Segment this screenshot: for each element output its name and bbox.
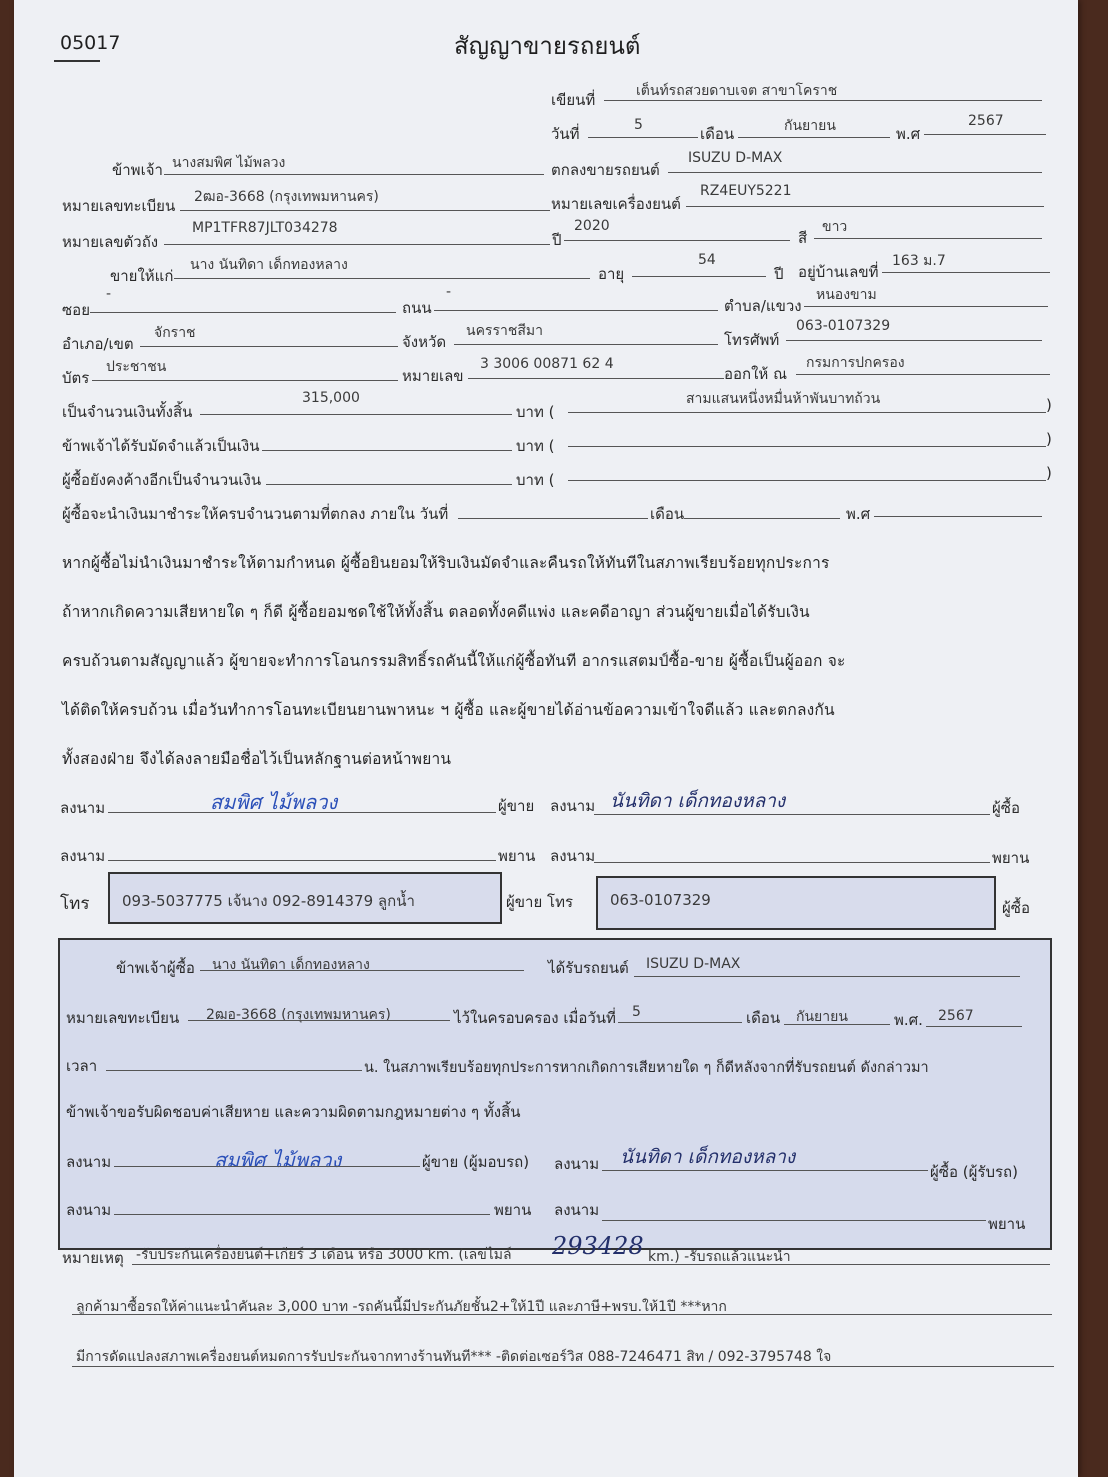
seller-role: ผู้ขาย — [498, 797, 535, 815]
seller-tel-label: โทร — [60, 894, 90, 914]
remark-line-1b: km.) -รับรถแล้วแนะนำ — [648, 1249, 791, 1265]
deposit-close-paren: ) — [1046, 430, 1052, 448]
remain-baht-label: บาท ( — [516, 471, 555, 489]
remain-close-paren: ) — [1046, 464, 1052, 482]
chassis-line — [164, 244, 550, 245]
phone-label: โทรศัพท์ — [724, 331, 780, 349]
witness2-sign-line — [594, 862, 990, 863]
age-line — [632, 276, 766, 277]
receipt-possess-label: ไว้ในครอบครอง เมื่อวันที่ — [454, 1009, 616, 1027]
date-day-label: วันที่ — [551, 125, 580, 143]
phone-value: 063-0107329 — [796, 318, 891, 334]
total-close-paren: ) — [1046, 396, 1052, 414]
remark-line-2-underline — [72, 1314, 1052, 1315]
seller-sign-line — [108, 812, 496, 813]
issued-line — [796, 374, 1050, 375]
buyer-sign-label: ลงนาม — [550, 797, 596, 815]
remark-line-2: ลูกค้ามาซื้อรถให้ค่าแนะนำคันละ 3,000 บาท -รถคันนี้มีประกันภัยชั้น2+ให้1ปี และภาษี+พรบ.ให้1ปี ***หาก — [76, 1299, 727, 1315]
subdistrict-line — [804, 306, 1048, 307]
pay-month-line — [684, 518, 840, 519]
pay-year-label: พ.ศ — [846, 505, 871, 523]
color-label: สี — [798, 229, 808, 247]
remark-label: หมายเหตุ — [62, 1249, 124, 1267]
receipt-buyer-label: ข้าพเจ้าผู้ซื้อ — [116, 959, 195, 977]
remark-line-1-underline — [132, 1264, 1050, 1265]
date-month-value: กันยายน — [784, 118, 836, 134]
receipt-month-label: เดือน — [746, 1009, 781, 1027]
seller-tel-value: 093-5037775 เจ้นาง 092-8914379 ลูกน้ำ — [122, 892, 415, 910]
age-label: อายุ — [598, 265, 625, 283]
receipt-seller-signature: สมพิศ ไม้พลวง — [214, 1148, 342, 1172]
total-label: เป็นจำนวนเงินทั้งสิ้น — [62, 403, 193, 421]
buyer-signature: นันทิดา เด็กทองหลาง — [610, 790, 786, 812]
page-title: สัญญาขายรถยนต์ — [454, 32, 641, 60]
receipt-car-model: ISUZU D-MAX — [646, 956, 741, 972]
pay-month-label: เดือน — [650, 505, 685, 523]
issued-value: กรมการปกครอง — [806, 355, 905, 371]
seller-signature: สมพิศ ไม้พลวง — [210, 790, 338, 814]
receipt-buyer-name: นาง นันทิดา เด็กทองหลาง — [212, 957, 370, 973]
receipt-witness1-sign-label: ลงนาม — [66, 1201, 112, 1219]
province-line — [454, 344, 718, 345]
receipt-month-line — [784, 1024, 890, 1025]
card-no-value: 3 3006 00871 62 4 — [480, 356, 614, 372]
house-label: อยู่บ้านเลขที่ — [798, 263, 879, 281]
deposit-label: ข้าพเจ้าได้รับมัดจำแล้วเป็นเงิน — [62, 437, 260, 455]
remark-line-3-underline — [72, 1366, 1054, 1367]
deposit-baht-label: บาท ( — [516, 437, 555, 455]
pay-day-line — [458, 518, 648, 519]
soi-line — [90, 312, 396, 313]
chassis-label: หมายเลขตัวถัง — [62, 233, 159, 251]
written-at-label: เขียนที่ — [551, 91, 596, 109]
receipt-witness1-line — [114, 1214, 490, 1215]
remark-line-3: มีการดัดแปลงสภาพเครื่องยนต์หมดการรับประกันจากทางร้านทันที*** -ติดต่อเซอร์วิส 088-7246471 สิท / 092-3795748 ใจ — [76, 1349, 832, 1365]
soi-value: - — [106, 286, 112, 302]
engine-value: RZ4EUY5221 — [700, 183, 792, 199]
receipt-witness1-role: พยาน — [494, 1201, 532, 1219]
year-label: ปี — [552, 231, 562, 249]
year-value: 2020 — [574, 218, 610, 234]
remark-line-1a: -รับประกันเครื่องยนต์+เกียร์ 3 เดือน หรือ 3000 km. (เลขไมล์ — [136, 1247, 512, 1263]
deposit-words-line — [568, 446, 1046, 447]
receipt-buyer-sign-line — [602, 1170, 928, 1171]
district-value: จักราช — [154, 325, 196, 341]
district-label: อำเภอ/เขต — [62, 335, 134, 353]
buyer-role: ผู้ซื้อ — [992, 799, 1020, 817]
receipt-day-line — [618, 1022, 742, 1023]
witness1-role: พยาน — [498, 847, 536, 865]
receipt-year-label: พ.ศ. — [894, 1011, 923, 1029]
receipt-witness2-line — [602, 1220, 986, 1221]
date-month-line — [738, 137, 890, 138]
witness1-sign-label: ลงนาม — [60, 847, 106, 865]
engine-line — [686, 206, 1044, 207]
car-model-line — [668, 172, 1042, 173]
receipt-seller-sign-label: ลงนาม — [66, 1153, 112, 1171]
doc-number-underline — [54, 60, 100, 62]
receipt-year-line — [926, 1026, 1022, 1027]
receipt-month: กันยายน — [796, 1009, 848, 1025]
mileage-value: 293428 — [552, 1232, 644, 1260]
district-line — [140, 346, 398, 347]
buyer-tel-role: ผู้ซื้อ — [1002, 899, 1030, 917]
date-day-value: 5 — [634, 117, 643, 133]
agree-sell-label: ตกลงขายรถยนต์ — [551, 161, 660, 179]
receipt-buyer-signature: นันทิดา เด็กทองหลาง — [620, 1146, 796, 1168]
chassis-value: MP1TFR87JLT034278 — [192, 220, 338, 236]
total-words-line — [568, 412, 1046, 413]
age-unit: ปี — [774, 265, 784, 283]
province-value: นครราชสีมา — [466, 323, 543, 339]
engine-label: หมายเลขเครื่องยนต์ — [551, 195, 681, 213]
date-day-line — [588, 137, 698, 138]
receipt-plate-line — [188, 1020, 450, 1021]
buyer-name: นาง นันทิดา เด็กทองหลาง — [190, 257, 348, 273]
seller-name: นางสมพิศ ไม้พลวง — [172, 155, 286, 171]
receipt-time-label: เวลา — [66, 1057, 98, 1075]
house-line — [882, 272, 1050, 273]
receipt-seller-sign-line — [114, 1166, 420, 1167]
terms-line-5: ทั้งสองฝ่าย จึงได้ลงลายมือชื่อไว้เป็นหลักฐานต่อหน้าพยาน — [62, 750, 452, 768]
total-words: สามแสนหนึ่งหมื่นห้าพันบาทถ้วน — [686, 391, 881, 407]
phone-line — [786, 340, 1042, 341]
date-month-label: เดือน — [700, 125, 735, 143]
card-no-label: หมายเลข — [402, 367, 464, 385]
witness2-role: พยาน — [992, 849, 1030, 867]
card-no-line — [468, 378, 724, 379]
receipt-time-line — [106, 1070, 362, 1071]
receipt-buyer-sign-label: ลงนาม — [554, 1155, 600, 1173]
receipt-liability: ข้าพเจ้าขอรับผิดชอบค่าเสียหาย และความผิดตามกฎหมายต่าง ๆ ทั้งสิ้น — [66, 1103, 521, 1121]
receipt-plate-value: 2ฒอ-3668 (กรุงเทพมหานคร) — [206, 1007, 391, 1023]
receipt-buyer-role: ผู้ซื้อ (ผู้รับรถ) — [930, 1163, 1018, 1181]
total-value: 315,000 — [302, 390, 360, 406]
date-year-line — [924, 134, 1046, 135]
card-line — [92, 380, 398, 381]
receipt-time-suffix: น. ในสภาพเรียบร้อยทุกประการหากเกิดการเสียหายใด ๆ ก็ดีหลังจากที่รับรถยนต์ ดังกล่าวมา — [364, 1060, 929, 1076]
doc-number: 05017 — [60, 32, 121, 54]
seller-sign-label: ลงนาม — [60, 799, 106, 817]
date-year-label: พ.ศ — [896, 125, 921, 143]
province-label: จังหวัด — [402, 333, 447, 351]
seller-line — [164, 174, 544, 175]
remain-line — [266, 484, 512, 485]
total-baht-label: บาท ( — [516, 403, 555, 421]
receipt-witness2-sign-label: ลงนาม — [554, 1201, 600, 1219]
receipt-year: 2567 — [938, 1008, 974, 1024]
receipt-plate-label: หมายเลขทะเบียน — [66, 1009, 180, 1027]
buyer-label: ขายให้แก่ — [110, 267, 174, 285]
remain-label: ผู้ซื้อยังคงค้างอีกเป็นจำนวนเงิน — [62, 471, 262, 489]
receipt-car-line — [634, 976, 1020, 977]
plate-label: หมายเลขทะเบียน — [62, 197, 176, 215]
pay-label: ผู้ซื้อจะนำเงินมาชำระให้ครบจำนวนตามที่ตกลง ภายใน วันที่ — [62, 505, 449, 523]
terms-line-1: หากผู้ซื้อไม่นำเงินมาชำระให้ตามกำหนด ผู้ซื้อยินยอมให้ริบเงินมัดจำและคืนรถให้ทันทีในสภาพเรียบร้อยทุกประการ — [62, 554, 830, 572]
soi-label: ซอย — [62, 301, 90, 319]
contract-page — [14, 0, 1078, 1477]
road-label: ถนน — [402, 299, 432, 317]
receipt-seller-role: ผู้ขาย (ผู้มอบรถ) — [422, 1153, 530, 1171]
seller-label: ข้าพเจ้า — [112, 161, 163, 179]
receipt-witness2-role: พยาน — [988, 1215, 1026, 1233]
receipt-day: 5 — [632, 1004, 641, 1020]
color-line — [814, 238, 1042, 239]
road-line — [434, 310, 718, 311]
issued-label: ออกให้ ณ — [724, 365, 787, 383]
written-at-line — [604, 100, 1042, 101]
subdistrict-label: ตำบล/แขวง — [724, 297, 802, 315]
road-value: - — [446, 284, 452, 300]
house-value: 163 ม.7 — [892, 253, 946, 269]
remain-words-line — [568, 480, 1046, 481]
deposit-line — [262, 450, 512, 451]
receipt-received-label: ได้รับรถยนต์ — [548, 959, 629, 977]
pay-year-line — [874, 516, 1042, 517]
witness2-sign-label: ลงนาม — [550, 847, 596, 865]
year-line — [564, 240, 790, 241]
total-line — [200, 414, 512, 415]
car-model: ISUZU D-MAX — [688, 150, 783, 166]
card-value: ประชาชน — [106, 359, 167, 375]
buyer-tel-value: 063-0107329 — [610, 891, 711, 909]
card-label: บัตร — [62, 369, 90, 387]
plate-value: 2ฒอ-3668 (กรุงเทพมหานคร) — [194, 189, 379, 205]
terms-line-3: ครบถ้วนตามสัญญาแล้ว ผู้ขายจะทำการโอนกรรมสิทธิ์รถคันนี้ให้แก่ผู้ซื้อทันที อากรแสตมป์ซื้อ-ขาย ผู้ซื้อเป็นผู้ออก จะ — [62, 652, 846, 670]
seller-tel-role: ผู้ขาย โทร — [506, 893, 574, 911]
buyer-line — [174, 278, 590, 279]
age-value: 54 — [698, 252, 716, 268]
written-at-value: เต็นท์รถสวยดาบเจต สาขาโคราช — [636, 83, 838, 99]
date-year-value: 2567 — [968, 113, 1004, 129]
terms-line-4: ได้ติดให้ครบถ้วน เมื่อวันทำการโอนทะเบียนยานพาหนะ ฯ ผู้ซื้อ และผู้ขายได้อ่านข้อความเข้าใจดีแล้ว และตกลงกัน — [62, 701, 835, 719]
plate-line — [180, 210, 550, 211]
receipt-buyer-line — [200, 970, 524, 971]
subdistrict-value: หนองขาม — [816, 287, 877, 303]
color-value: ขาว — [822, 219, 848, 235]
buyer-sign-line — [594, 814, 990, 815]
terms-line-2: ถ้าหากเกิดความเสียหายใด ๆ ก็ดี ผู้ซื้อยอมชดใช้ให้ทั้งสิ้น ตลอดทั้งคดีแพ่ง และคดีอาญา ส่วนผู้ขายเมื่อได้รับเงิน — [62, 603, 810, 621]
witness1-sign-line — [108, 860, 496, 861]
